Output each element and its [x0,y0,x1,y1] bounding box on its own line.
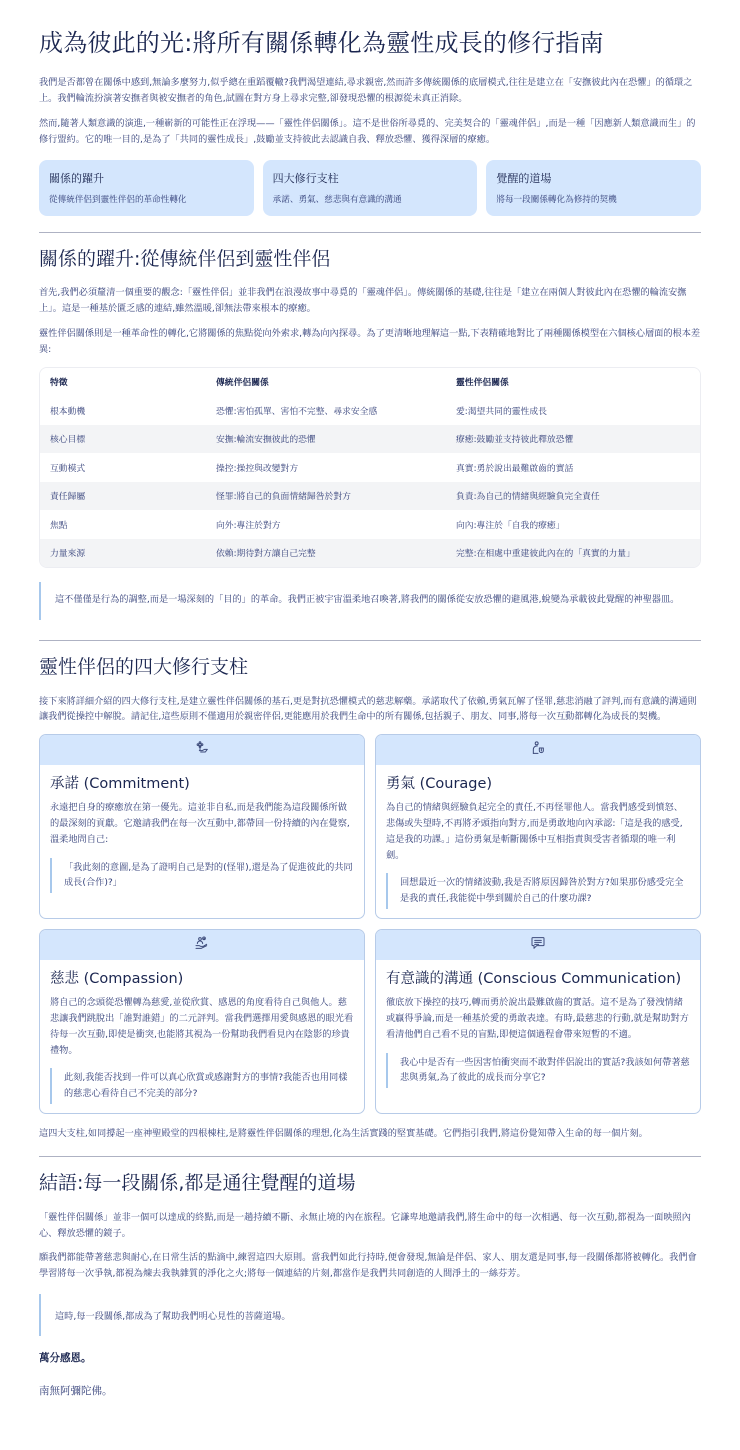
flower-hand-icon [194,740,210,760]
pillar-card-header [376,735,700,765]
quote-text: 這時,每一段關係,都成為了幫助我們明心見性的菩薩道場。 [55,1311,291,1322]
table-row [40,510,700,539]
pillar-body: 將自己的念頭從恐懼轉為慈愛,並從欣賞、感恩的角度看待自己與他人。慈悲讓我們跳脫出「誰對誰錯」的二元評判。當我們選擇用愛與感恩的眼光看待每一次互動,即使是衝突,也能將其視為一份幫助我們看見內在陰影的珍貴禮物。 [50,997,354,1056]
pillar-body: 為自己的情緒與經驗負起完全的責任,不再怪罪他人。當我們感受到憤怒、悲傷或失望時,不再將矛頭指向對方,而是勇敢地向內承認:「這是我的感受,這是我的功課。」這份勇氣是斬斷關係中互相指責與受害者循環的唯一利劍。 [386,802,683,861]
table-cell: 根本動機 [40,396,206,425]
section-heading: 結語:每一段關係,都是通往覺醒的道場 [39,1172,356,1194]
table-header-row [40,368,700,397]
table-row [40,425,700,454]
pillar-body: 永遠把自身的療癒放在第一優先。這並非自私,而是我們能為這段關係所做的最深刻的貢獻。它邀請我們在每一次互動中,都帶回一份持續的內在覺察,溫柔地問自己: [50,802,350,845]
table-cell: 真實:勇於說出最難啟齒的實話 [446,453,700,482]
quote-text: 這不僅僅是行為的調整,而是一場深刻的「目的」的革命。我們正被宇宙溫柔地召喚著,將我們的關係從安放恐懼的避風港,蛻變為承載彼此覺醒的神聖器皿。 [55,594,680,605]
summary-card-title: 覺醒的道場 [496,171,552,185]
table-cell: 負責:為自己的情緒與經驗負完全責任 [446,482,700,511]
section-conclusion [39,1171,701,1398]
pillar-card-header [40,930,364,960]
section-pillars [39,655,701,1142]
section-paragraph: 「靈性伴侶關係」並非一個可以達成的終點,而是一趟持續不斷、永無止境的內在旅程。它謙卑地邀請我們,將生命中的每一次相遇、每一次互動,都視為一面映照內心、釋放恐懼的鏡子。 [39,1211,691,1239]
pillar-card-courage [375,734,701,919]
table-cell: 責任歸屬 [40,482,206,511]
section-divider [39,640,701,641]
table-cell: 療癒:鼓勵並支持彼此釋放恐懼 [446,425,700,454]
intro-paragraph: 然而,隨著人類意識的演進,一種嶄新的可能性正在浮現——「靈性伴侶關係」。這不是世俗所尋覓的、完美契合的「靈魂伴侶」,而是一種「因應新人類意識而生」的修行盟約。它的唯一目的,是為了「共同的靈性成長」,鼓勵並支持彼此去認識自我、釋放恐懼、獲得深層的療癒。 [39,117,696,145]
pillar-card-header [40,735,364,765]
table-cell: 核心目標 [40,425,206,454]
pillar-body: 徹底放下操控的技巧,轉而勇於說出最難啟齒的實話。這不是為了發洩情緒或贏得爭論,而是一種基於愛的勇敢表達。有時,最慈悲的行動,就是幫助對方看清他們自己看不見的盲點,即便這個過程會帶來短暫的不適。 [386,997,689,1040]
page-title: 成為彼此的光:將所有關係轉化為靈性成長的修行指南 [39,29,604,57]
comparison-table [39,367,701,569]
pillar-reflection: 我心中是否有一些因害怕衝突而不敢對伴侶說出的實話?我該如何帶著慈悲與勇氣,為了彼此的成長而分享它? [386,1053,690,1089]
table-cell: 焦點 [40,510,206,539]
closing-quote [39,1294,701,1336]
blessing-text: 南無阿彌陀佛。 [39,1385,113,1397]
section-quote [39,582,701,620]
section-paragraph: 接下來將詳細介紹的四大修行支柱,是建立靈性伴侶關係的基石,更是對抗恐懼模式的慈悲解藥。承諾取代了依賴,勇氣瓦解了怪罪,慈悲消融了評判,而有意識的溝通則讓我們從操控中解脫。請記住,這些原則不僅適用於親密伴侶,更能應用於我們生命中的所有關係,包括親子、朋友、同事,將每一次互動都轉化為成長的契機。 [39,695,697,723]
summary-cards [39,160,701,216]
section-paragraph: 靈性伴侶關係則是一種革命性的轉化,它將關係的焦點從向外索求,轉為向內探尋。為了更清晰地理解這一點,下表精確地對比了兩種關係模型在六個核心層面的根本差異: [39,327,701,355]
table-cell: 依賴:期待對方讓自己完整 [206,539,446,568]
pillar-reflection: 回想最近一次的情緒波動,我是否將原因歸咎於對方?如果那份感受完全是我的責任,我能從中學到關於自己的什麼功課? [386,873,690,909]
pillar-reflection: 「我此刻的意圖,是為了證明自己是對的(怪罪),還是為了促進彼此的共同成長(合作)?」 [50,858,354,894]
summary-card-elevation [39,160,254,216]
summary-card-title: 關係的躍升 [49,171,104,185]
table-cell: 操控:操控與改變對方 [206,453,446,482]
table-cell: 安撫:輪流安撫彼此的恐懼 [206,425,446,454]
intro-paragraph: 我們是否都曾在關係中感到,無論多麼努力,似乎總在重蹈覆轍?我們渴望連結,尋求親密,然而許多傳統關係的底層模式,往往是建立在「安撫彼此內在恐懼」的循環之上。我們輪流扮演著安撫者與被安撫者的角色,試圖在對方身上尋求完整,卻發現恐懼的根源從未真正消除。 [39,77,693,105]
table-cell: 力量來源 [40,539,206,568]
thanks-text: 萬分感恩。 [39,1352,92,1364]
section-divider [39,1156,701,1157]
table-cell: 愛:渴望共同的靈性成長 [446,396,700,425]
pillar-title: 承諾 (Commitment) [50,776,190,793]
section-divider [39,232,701,233]
table-header: 傳統伴侶關係 [206,368,446,397]
table-row [40,453,700,482]
chat-bubble-icon [530,935,546,955]
pillar-card-compassion [39,929,365,1114]
pillar-title: 有意識的溝通 (Conscious Communication) [386,971,682,988]
summary-card-subtitle: 從傳統伴侶到靈性伴侶的革命性轉化 [49,194,187,205]
table-row [40,396,700,425]
pillar-grid [39,734,701,1114]
table-cell: 向內:專注於「自我的療癒」 [446,510,700,539]
pillar-card-commitment [39,734,365,919]
table-cell: 恐懼:害怕孤單、害怕不完整、尋求安全感 [206,396,446,425]
table-header: 靈性伴侶關係 [446,368,700,397]
pillar-title: 慈悲 (Compassion) [50,971,184,988]
section-elevation [39,247,701,620]
hand-heart-people-icon [194,935,210,955]
pillar-card-header [376,930,700,960]
table-cell: 向外:專注於對方 [206,510,446,539]
summary-card-awakening [486,160,701,216]
section-paragraph: 願我們都能帶著慈悲與耐心,在日常生活的點滴中,練習這四大原則。當我們如此行持時,便會發現,無論是伴侶、家人、朋友還是同事,每一段關係都將被轉化。我們會學習將每一次爭執,都視為煉去我執雜質的淨化之火;將每一個連結的片刻,都當作是我們共同創造的人間淨土的一絲芬芳。 [39,1252,697,1280]
person-shield-icon [530,740,546,760]
table-header: 特徵 [40,368,206,397]
table-cell: 完整:在相處中重建彼此內在的「真實的力量」 [446,539,700,568]
pillar-card-communication [375,929,701,1114]
summary-card-subtitle: 承諾、勇氣、慈悲與有意識的溝通 [272,194,402,205]
pillar-reflection: 此刻,我能否找到一件可以真心欣賞或感謝對方的事情?我能否也用同樣的慈悲心看待自己不完美的部分? [50,1068,354,1104]
summary-card-pillars [263,160,478,216]
table-row [40,482,700,511]
summary-card-subtitle: 將每一段關係轉化為修持的契機 [496,194,617,205]
section-paragraph: 這四大支柱,如同撐起一座神聖殿堂的四根棟柱,是將靈性伴侶關係的理想,化為生活實踐的堅實基礎。它們指引我們,將這份覺知帶入生命的每一個片刻。 [39,1128,648,1140]
section-heading: 關係的躍升:從傳統伴侶到靈性伴侶 [39,247,331,270]
section-paragraph: 首先,我們必須釐清一個重要的觀念:「靈性伴侶」並非我們在浪漫故事中尋覓的「靈魂伴侶」。傳統關係的基礎,往往是「建立在兩個人對彼此內在恐懼的輪流安撫上」。這是一種基於匱乏感的連結,雖然溫暖,卻無法帶來根本的療癒。 [39,287,687,315]
summary-card-title: 四大修行支柱 [272,171,339,185]
pillar-title: 勇氣 (Courage) [386,776,493,793]
table-cell: 互動模式 [40,453,206,482]
section-heading: 靈性伴侶的四大修行支柱 [39,655,249,678]
table-cell: 怪罪:將自己的負面情緒歸咎於對方 [206,482,446,511]
table-row [40,539,700,568]
intro-section [39,75,701,147]
